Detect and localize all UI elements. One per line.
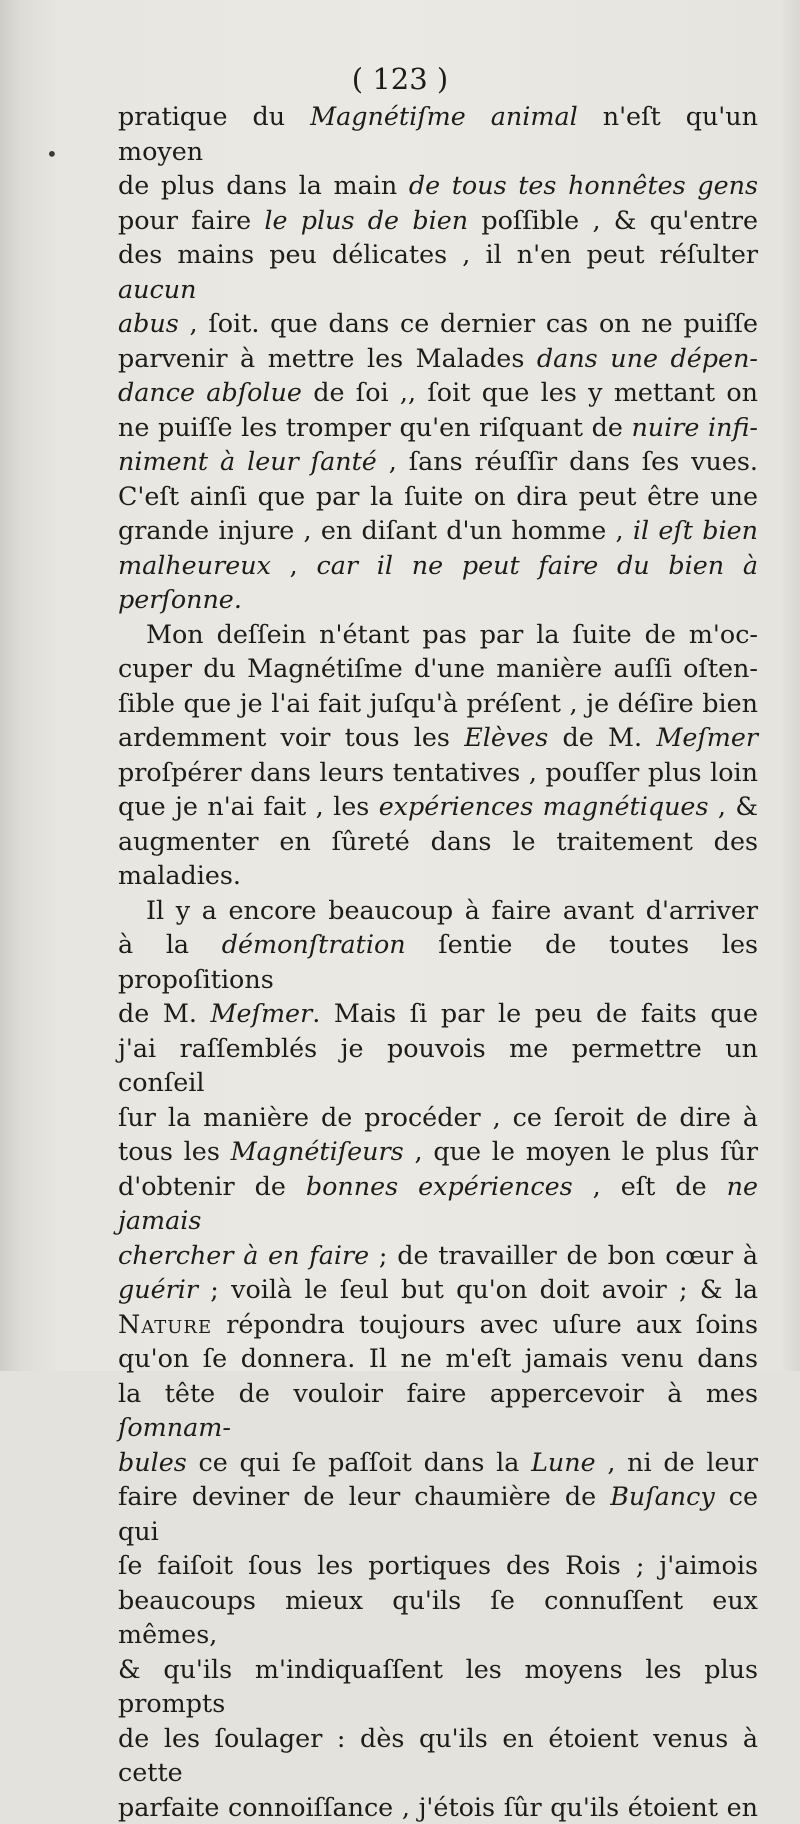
text-line bbox=[118, 1479, 758, 1548]
text-run: ardemment voir tous les bbox=[118, 722, 464, 752]
text-line bbox=[118, 1583, 758, 1652]
text-line bbox=[118, 444, 758, 479]
text-line bbox=[118, 720, 758, 755]
text-line bbox=[118, 755, 758, 790]
text-run: de M. bbox=[118, 998, 211, 1028]
text-run: augmenter en ſûreté dans le traitement des maladies. bbox=[118, 826, 758, 891]
text-line bbox=[118, 306, 758, 341]
text-run: , que le moyen le plus ſûr bbox=[404, 1136, 758, 1166]
text-line bbox=[118, 1307, 758, 1342]
text-run: proſpérer dans leurs tentatives , pouſſer plus loin bbox=[118, 757, 758, 787]
italic-run: abus bbox=[118, 308, 179, 338]
italic-run: de tous tes honnêtes gens bbox=[409, 170, 758, 200]
text-run: des mains peu délicates , il n'en peut réſulter bbox=[118, 239, 758, 269]
text-line bbox=[118, 513, 758, 548]
text-run: pratique du bbox=[118, 101, 310, 131]
text-run: de M. bbox=[548, 722, 656, 752]
text-line bbox=[118, 1238, 758, 1273]
text-line bbox=[118, 1548, 758, 1583]
text-run: , ſans réuſſir dans ſes vues. bbox=[377, 446, 758, 476]
text-line bbox=[118, 1652, 758, 1721]
page-number: ( 123 ) bbox=[0, 62, 800, 96]
text-run: à la bbox=[118, 929, 222, 959]
text-run: ſur la manière de procéder , ce ſeroit de dire à bbox=[118, 1102, 758, 1132]
italic-run: Meſmer bbox=[656, 722, 758, 752]
text-run: pour faire bbox=[118, 205, 264, 235]
text-run: faire deviner de leur chaumière de bbox=[118, 1481, 610, 1511]
italic-run: aucun bbox=[118, 274, 196, 304]
body-text bbox=[118, 99, 758, 1824]
text-line bbox=[118, 1134, 758, 1169]
text-run: & qu'ils m'indiquaſſent les moyens les plus prompts bbox=[118, 1654, 758, 1719]
italic-run: dans une dépen- bbox=[537, 343, 758, 373]
text-line bbox=[118, 548, 758, 617]
text-line bbox=[118, 410, 758, 445]
text-run: poſſible , & qu'entre bbox=[468, 205, 758, 235]
text-line bbox=[118, 1272, 758, 1307]
text-run: de les ſoulager : dès qu'ils en étoient venus à cette bbox=[118, 1723, 758, 1788]
text-run: ſentie de toutes les propoſitions bbox=[118, 929, 758, 994]
italic-run: expériences magnétiques bbox=[379, 791, 709, 821]
text-run: , & bbox=[709, 791, 759, 821]
text-run: , ni de leur bbox=[596, 1447, 758, 1477]
text-run: Nature bbox=[118, 1309, 212, 1339]
text-run: ce qui ſe paſſoit dans la bbox=[187, 1447, 531, 1477]
italic-run: démonſtration bbox=[222, 929, 406, 959]
text-line bbox=[118, 168, 758, 203]
text-run: ; de travailler de bon cœur à bbox=[369, 1240, 758, 1270]
text-line bbox=[118, 479, 758, 514]
italic-run: nuire infi- bbox=[631, 412, 758, 442]
text-line bbox=[118, 1100, 758, 1135]
text-line bbox=[118, 686, 758, 721]
text-line bbox=[118, 237, 758, 306]
text-run: beaucoups mieux qu'ils ſe connuſſent eux mêmes, bbox=[118, 1585, 758, 1650]
italic-run: Buſancy bbox=[610, 1481, 714, 1511]
text-run: répondra toujours avec uſure aux ſoins bbox=[212, 1309, 758, 1339]
italic-run: malheureux bbox=[118, 550, 271, 580]
text-line bbox=[118, 789, 758, 824]
text-run: qu'on ſe donnera. Il ne m'eſt jamais venu dans bbox=[118, 1343, 758, 1373]
text-run: parvenir à mettre les Malades bbox=[118, 343, 537, 373]
italic-run: chercher à en faire bbox=[118, 1240, 369, 1270]
text-line bbox=[118, 1031, 758, 1100]
text-run: la tête de vouloir faire appercevoir à mes bbox=[118, 1378, 758, 1408]
text-line bbox=[118, 893, 758, 928]
italic-run: ne jamais bbox=[118, 1171, 758, 1236]
italic-run: dance abſolue bbox=[118, 377, 302, 407]
text-line bbox=[118, 203, 758, 238]
text-run: que je n'ai fait , les bbox=[118, 791, 379, 821]
text-line bbox=[118, 1341, 758, 1376]
text-line bbox=[118, 375, 758, 410]
text-run: C'eſt ainſi que par la ſuite on dira peut être une bbox=[118, 481, 758, 511]
text-run: cuper du Magnétiſme d'une manière auſſi oſten- bbox=[118, 653, 758, 683]
text-run: . Mais ſi par le peu de faits que bbox=[312, 998, 758, 1028]
text-run: d'obtenir de bbox=[118, 1171, 306, 1201]
text-line bbox=[118, 99, 758, 168]
text-run: grande injure , en diſant d'un homme , bbox=[118, 515, 633, 545]
italic-run: Magnétiſeurs bbox=[231, 1136, 404, 1166]
text-line bbox=[118, 1376, 758, 1445]
text-run: ſe faiſoit ſous les portiques des Rois ; j'aimois bbox=[118, 1550, 758, 1580]
margin-mark: • bbox=[46, 142, 58, 166]
text-run: n'eſt qu'un moyen bbox=[118, 101, 758, 166]
text-line bbox=[118, 617, 758, 652]
italic-run: Lune bbox=[531, 1447, 596, 1477]
text-run: ne puiſſe les tromper qu'en riſquant de bbox=[118, 412, 631, 442]
text-run: tous les bbox=[118, 1136, 231, 1166]
text-run: j'ai raſſemblés je pouvois me permettre un conſeil bbox=[118, 1033, 758, 1098]
text-run: , eſt de bbox=[573, 1171, 727, 1201]
text-line bbox=[118, 927, 758, 996]
text-line bbox=[118, 824, 758, 893]
italic-run: niment à leur ſanté bbox=[118, 446, 377, 476]
text-run: Mon deſſein n'étant pas par la ſuite de m'oc- bbox=[146, 619, 758, 649]
italic-run: guérir bbox=[118, 1274, 198, 1304]
text-line bbox=[118, 1445, 758, 1480]
text-run: ſible que je l'ai fait juſqu'à préſent , je déſire bien bbox=[118, 688, 758, 718]
text-run: parfaite connoiſſance , j'étois ſûr qu'ils étoient en bbox=[118, 1792, 758, 1822]
italic-run: Meſmer bbox=[211, 998, 313, 1028]
italic-run: il eſt bien bbox=[633, 515, 758, 545]
text-run: de plus dans la main bbox=[118, 170, 409, 200]
text-line bbox=[118, 1790, 758, 1824]
italic-run: Elèves bbox=[464, 722, 548, 752]
text-run: Il y a encore beaucoup à faire avant d'arriver bbox=[146, 895, 758, 925]
italic-run: bules bbox=[118, 1447, 187, 1477]
text-line bbox=[118, 341, 758, 376]
text-line bbox=[118, 1169, 758, 1238]
text-run: ; voilà le ſeul but qu'on doit avoir ; & la bbox=[198, 1274, 758, 1304]
italic-run: le plus de bien bbox=[264, 205, 468, 235]
text-run: de ſoi ,, ſoit que les y mettant on bbox=[302, 377, 758, 407]
italic-run: bonnes expériences bbox=[306, 1171, 573, 1201]
italic-run: car il ne peut faire du bien à perſonne. bbox=[118, 550, 758, 615]
text-line bbox=[118, 1721, 758, 1790]
text-run: ce qui bbox=[118, 1481, 758, 1546]
italic-run: ſomnam- bbox=[118, 1412, 231, 1442]
text-run: , bbox=[271, 550, 317, 580]
text-line bbox=[118, 651, 758, 686]
italic-run: Magnétiſme animal bbox=[310, 101, 578, 131]
text-run: , ſoit. que dans ce dernier cas on ne puiſſe bbox=[179, 308, 758, 338]
text-line bbox=[118, 996, 758, 1031]
